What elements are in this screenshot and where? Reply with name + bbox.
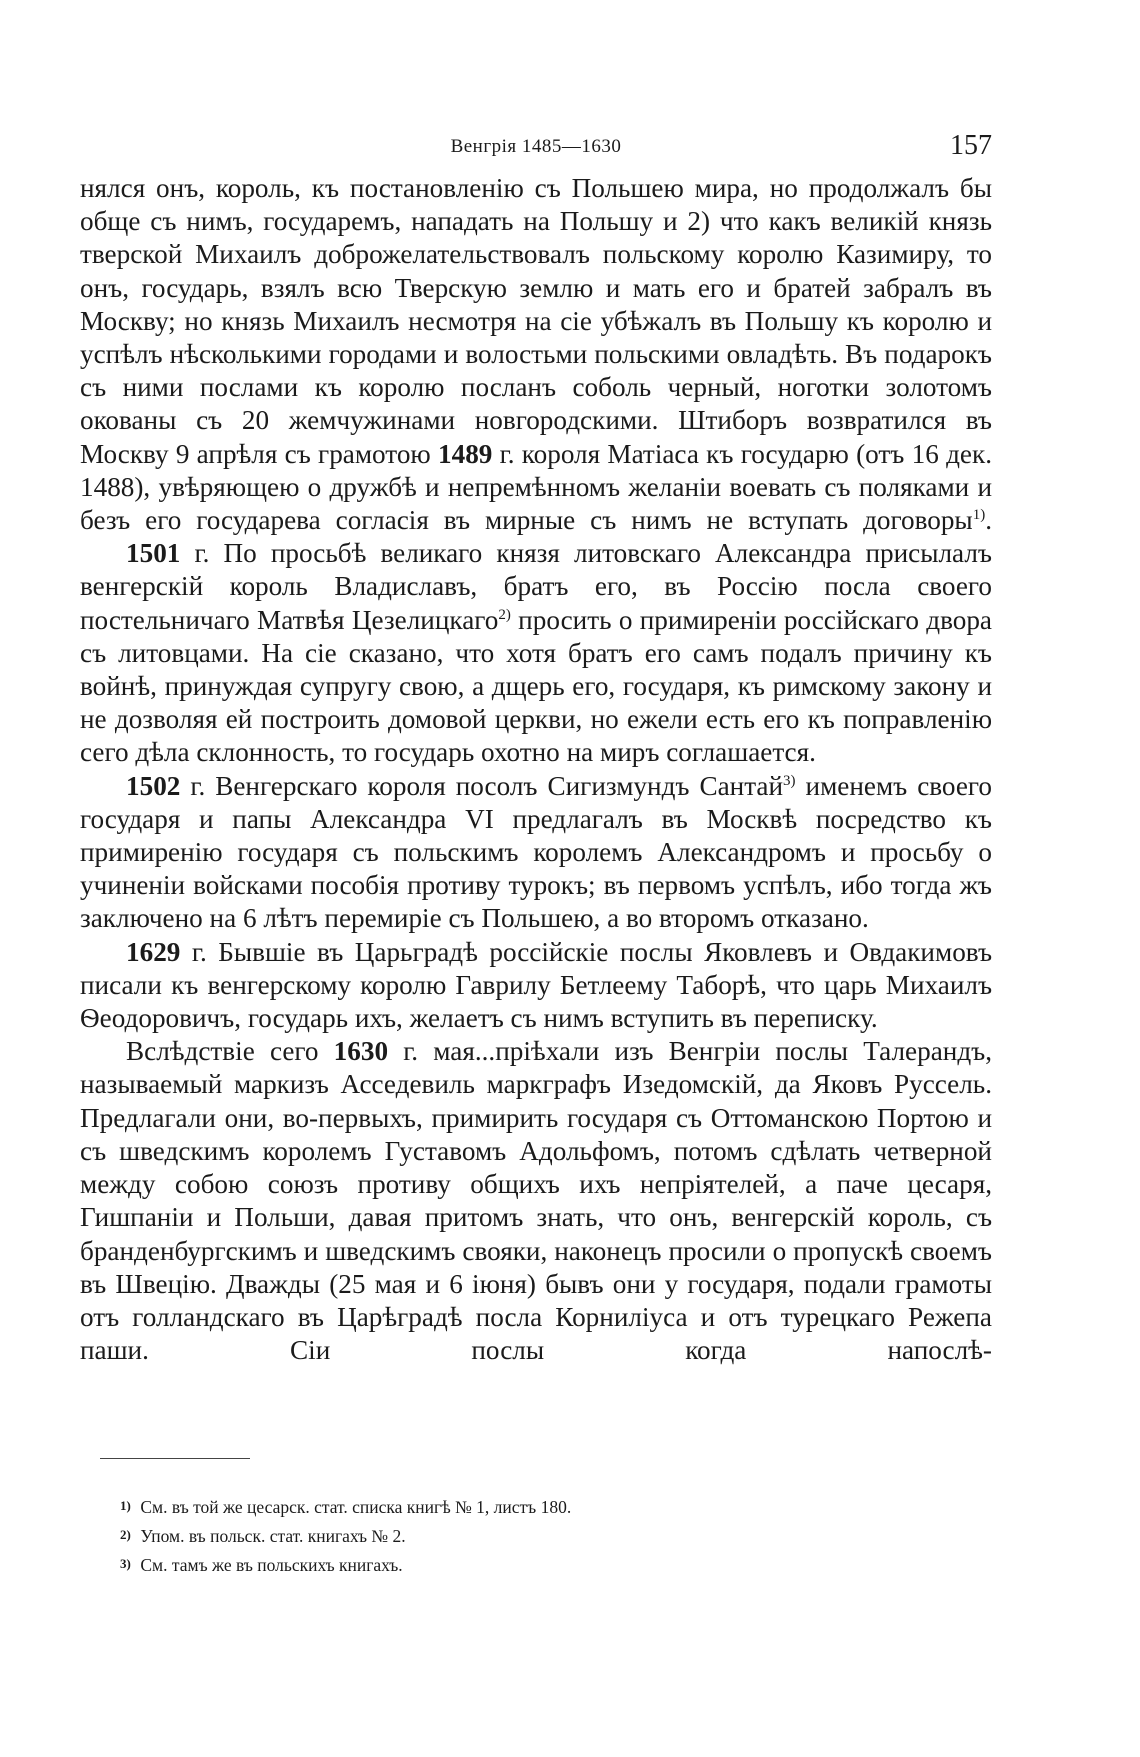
paragraph-text: г. По просьбѣ великаго князя литовскаго Александра присылалъ венгерскій король Владиславъ, братъ его, въ Россію посла своего постельничаго Матвѣя Цезелицкаго <box>80 538 992 635</box>
paragraph-1629 <box>80 936 992 1036</box>
paragraph-text: просить о примиреніи россійскаго двора съ литовцами. На сіе сказано, что хотя братъ его самъ подалъ причину къ войнѣ, принуждая супругу свою, а дщерь его, государя, къ римскому закону и не дозволяя ей построить домовой церкви, но ежели есть его къ поправленію сего дѣла склонность, то государь охотно на миръ соглашается. <box>80 604 993 768</box>
paragraph-1501 <box>80 537 992 769</box>
footnote-ref-3[interactable]: 3) <box>783 772 796 789</box>
year-1629: 1629 <box>126 936 181 967</box>
footnotes <box>120 1492 880 1579</box>
paragraph-text: . <box>985 505 992 536</box>
paragraph-1 <box>80 172 992 537</box>
footnote-text: Упом. въ польск. стат. книгахъ № 2. <box>140 1526 406 1546</box>
paragraph-text: нялся онъ, король, къ постановленію съ Польшею мира, но продолжалъ бы обще съ нимъ, государемъ, нападать на Польшу и 2) что какъ великій князь тверской Михаилъ доброжелательствовалъ польскому королю Казимиру, то онъ, государь, взялъ всю Тверскую землю и мать его и братей забралъ въ Москву; но князь Михаилъ несмотря на сіе убѣжалъ въ Польшу къ королю и успѣлъ нѣсколькими городами и волостьми польскими овладѣть. Въ подарокъ съ ними послами къ королю посланъ соболь черный, ноготки золотомъ окованы съ 20 жемчужинами новгородскими. Штиборъ возвратился въ Москву 9 апрѣля съ грамотою <box>80 173 992 469</box>
footnote-ref-1[interactable]: 1) <box>972 506 986 523</box>
paragraph-1502 <box>80 770 992 936</box>
footnote-2 <box>120 1521 880 1550</box>
paragraph-text: г. Бывшіе въ Царьградѣ россійскіе послы Яковлевъ и Овдакимовъ писали къ венгерскому королю Гаврилу Бетлеему Таборѣ, что царь Михаилъ Ѳеодоровичъ, государь ихъ, желаетъ съ нимъ вступить въ переписку. <box>80 936 992 1034</box>
footnote-ref-2[interactable]: 2) <box>498 606 511 623</box>
footnote-text: См. тамъ же въ польскихъ книгахъ. <box>140 1555 403 1575</box>
footnote-mark: 2) <box>120 1527 131 1542</box>
running-head <box>80 130 992 166</box>
year-1489: 1489 <box>438 438 493 469</box>
footnote-mark: 3) <box>120 1556 131 1571</box>
year-1630: 1630 <box>333 1036 389 1067</box>
paragraph-1630 <box>80 1035 992 1367</box>
footnote-mark: 1) <box>120 1498 131 1513</box>
paragraph-text: г. мая...пріѣхали изъ Венгріи послы Талерандъ, называемый маркизъ Асседевиль маркграфъ Изедомскій, да Яковъ Руссель. Предлагали они, во-первыхъ, примирить государя съ Оттоманскою Портою и съ шведскимъ королемъ Густавомъ Адольфомъ, потомъ сдѣлать четверной между собою союзъ противу общихъ ихъ непріятелей, а паче цесаря, Гишпаніи и Польши, давая притомъ знать, что онъ, венгерскій король, съ бранденбургскимъ и шведскимъ свояки, наконецъ просили о пропускѣ своемъ въ Швецію. Дважды (25 мая и 6 іюня) бывъ они у государя, подали грамоты отъ голландскаго въ Царѣградѣ посла Корниліуса и отъ турецкаго Режепа паши. Сіи послы когда напослѣ- <box>80 1036 993 1366</box>
paragraph-text: г. короля Матіаса къ государю (отъ 16 дек. 1488), увѣряющею о дружбѣ и непремѣнномъ желаніи воевать съ поляками и безъ его государева согласія въ мирные съ нимъ не вступать договоры <box>80 438 992 536</box>
year-1502: 1502 <box>126 770 181 801</box>
year-1501: 1501 <box>126 538 181 569</box>
footnote-text: См. въ той же цесарск. стат. списка книгѣ № 1, листъ 180. <box>140 1497 572 1517</box>
main-text <box>80 172 992 1367</box>
paragraph-text: Вслѣдствіе сего <box>126 1036 334 1067</box>
paragraph-text: г. Венгерскаго короля посолъ Сигизмундъ Сантай <box>180 770 784 801</box>
footnote-1 <box>120 1492 880 1521</box>
paragraph-text: именемъ своего государя и папы Александра VI предлагалъ въ Москвѣ посредство къ примиренію государя съ польскимъ королемъ Александромъ и просьбу о учиненіи войсками пособія противу турокъ; въ первомъ успѣлъ, ибо тогда жъ заключено на 6 лѣтъ перемиріе съ Польшею, а во второмъ отказано. <box>80 770 992 934</box>
footnote-divider <box>100 1458 250 1459</box>
footnote-3 <box>120 1550 880 1579</box>
running-title: Венгрія 1485—1630 <box>450 136 622 157</box>
page-number: 157 <box>950 130 992 161</box>
